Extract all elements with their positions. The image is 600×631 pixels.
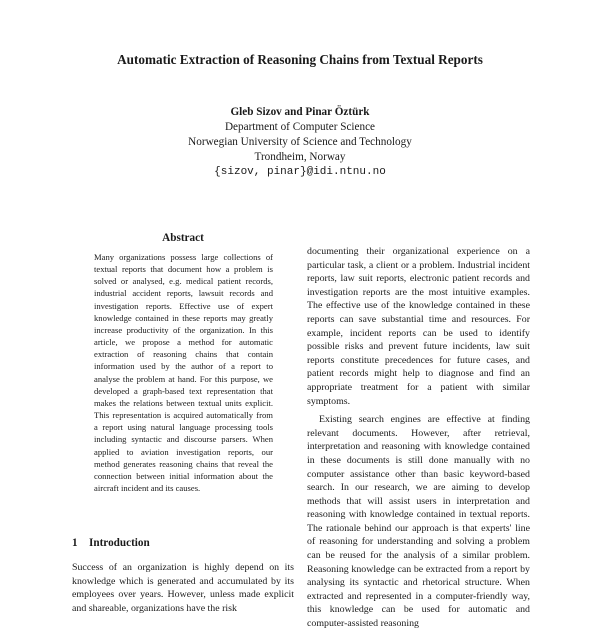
affiliation-university: Norwegian University of Science and Technology: [188, 136, 412, 148]
author-names: Gleb Sizov and Pinar Öztürk: [230, 106, 370, 118]
paper-title: Automatic Extraction of Reasoning Chains from Textual Reports: [117, 52, 483, 67]
author-block: [0, 105, 600, 180]
section-number: 1: [72, 537, 78, 549]
affiliation-department: Department of Computer Science: [224, 121, 376, 133]
introduction-text: Success of an organization is highly depend on its knowledge which is generated and accumulated by its employees over years. However, unless made explicit and shareable, organizations have the risk: [72, 562, 294, 614]
right-column: [307, 245, 530, 631]
section-heading-introduction: [72, 537, 294, 549]
right-column-paragraph-2: Existing search engines are effective at finding relevant documents. However, after retrieval, interpretation and reasoning with knowledge contained in these documents is still done manually with no computer assistance other than basic keyword-based search. In our research, we are aiming to develop methods that will assist users in interpretation and reasoning with knowledge contained in textual reports. The rationale behind our approach is that experts' line of reasoning for understanding and solving a problem can be reused for the analysis of a similar problem. Reasoning knowledge can be extracted from a report by analysing its syntactic and rhetorical structure. When extracted and represented in a computer-friendly way, this knowledge can be used for automatic and computer-assisted reasoning: [307, 414, 530, 630]
right-column-paragraph-1: documenting their organizational experience on a particular task, a client or a problem. Industrial incident reports, law suit reports, electronic patient records and investigation reports are the most intuitive examples. The effective use of the knowledge contained in these reports can save substantial time and resources. For example, incident reports can be used to identify possible risks and prevent future incidents, law suit reports constitute precedences for future cases, and patient records might help to diagnose and find an appropriate treatment for a patient with similar symptoms.: [307, 246, 530, 407]
affiliation-location: Trondheim, Norway: [254, 151, 346, 163]
section-heading-label: Introduction: [89, 537, 150, 549]
author-email: {sizov, pinar}@idi.ntnu.no: [214, 166, 386, 178]
abstract-heading: Abstract: [162, 232, 204, 244]
abstract-text: Many organizations possess large collections of textual reports that document how a problem is solved or analysed, e.g. medical patient records, industrial accident reports, lawsuit records and investigation reports. Effective use of expert knowledge contained in these reports may greatly increase productivity of the organization. In this article, we propose a method for automatic extraction of reasoning chains that contain information used by the author of a report to analyse the problem at hand. For this purpose, we developed a graph-based text representation that makes the relations between textual units explicit. This representation is acquired automatically from a report using natural language processing tools including syntactic and discourse parsers. When applied to aviation investigation reports, our method generates reasoning chains that reveal the connection between initial information about the aircraft incident and its causes.: [94, 252, 273, 493]
